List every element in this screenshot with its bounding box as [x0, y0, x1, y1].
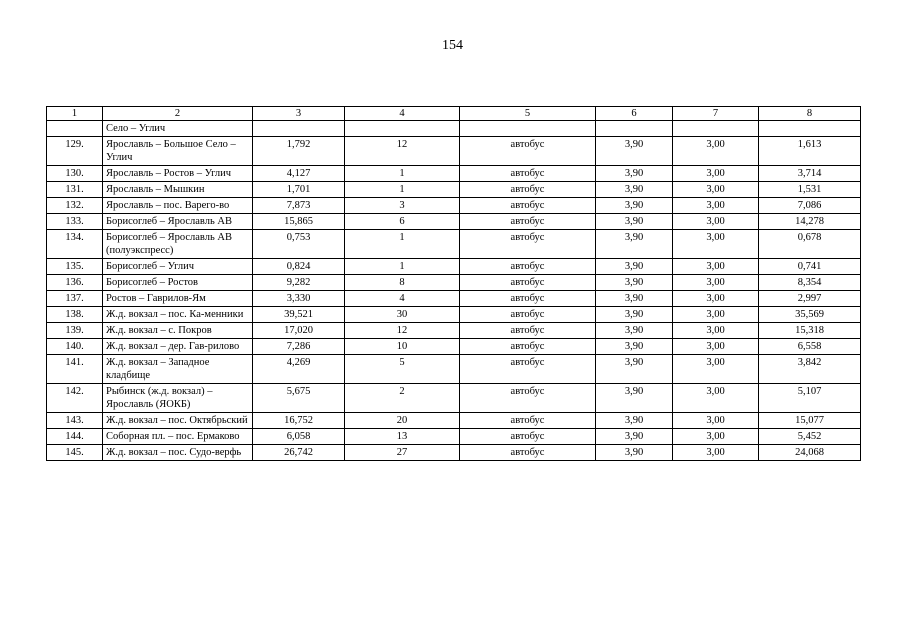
value-cell-8 — [759, 121, 861, 137]
row-number-cell: 129. — [47, 137, 103, 166]
value-cell-6: 3,90 — [596, 413, 673, 429]
transport-type-cell: автобус — [460, 413, 596, 429]
table-row — [47, 137, 861, 166]
value-cell-7: 3,00 — [673, 214, 759, 230]
value-cell-6: 3,90 — [596, 198, 673, 214]
value-cell-7: 3,00 — [673, 166, 759, 182]
value-cell-4: 30 — [345, 307, 460, 323]
routes-table — [46, 106, 861, 461]
value-cell-4: 4 — [345, 291, 460, 307]
value-cell-3: 3,330 — [253, 291, 345, 307]
value-cell-6: 3,90 — [596, 275, 673, 291]
value-cell-8: 15,318 — [759, 323, 861, 339]
page-number: 154 — [442, 38, 463, 53]
value-cell-3: 1,701 — [253, 182, 345, 198]
value-cell-4: 13 — [345, 429, 460, 445]
transport-type-cell: автобус — [460, 137, 596, 166]
value-cell-3: 0,824 — [253, 259, 345, 275]
value-cell-4: 8 — [345, 275, 460, 291]
row-number-cell: 143. — [47, 413, 103, 429]
row-number-cell: 145. — [47, 445, 103, 461]
row-number-cell: 136. — [47, 275, 103, 291]
transport-type-cell: автобус — [460, 384, 596, 413]
route-name-cell: Рыбинск (ж.д. вокзал) – Ярославль (ЯОКБ) — [103, 384, 253, 413]
row-number-cell: 138. — [47, 307, 103, 323]
value-cell-7: 3,00 — [673, 429, 759, 445]
table-row — [47, 121, 861, 137]
value-cell-4: 5 — [345, 355, 460, 384]
route-name-cell: Село – Углич — [103, 121, 253, 137]
value-cell-7: 3,00 — [673, 355, 759, 384]
value-cell-7: 3,00 — [673, 413, 759, 429]
value-cell-3: 4,269 — [253, 355, 345, 384]
table-header-row — [47, 107, 861, 121]
transport-type-cell: автобус — [460, 355, 596, 384]
row-number-cell: 140. — [47, 339, 103, 355]
header-cell: 7 — [673, 107, 759, 121]
transport-type-cell: автобус — [460, 182, 596, 198]
value-cell-6: 3,90 — [596, 445, 673, 461]
header-cell: 3 — [253, 107, 345, 121]
row-number-cell: 139. — [47, 323, 103, 339]
value-cell-3: 4,127 — [253, 166, 345, 182]
header-cell: 1 — [47, 107, 103, 121]
value-cell-3: 1,792 — [253, 137, 345, 166]
value-cell-7: 3,00 — [673, 323, 759, 339]
row-number-cell: 137. — [47, 291, 103, 307]
value-cell-8: 1,531 — [759, 182, 861, 198]
value-cell-7: 3,00 — [673, 198, 759, 214]
route-name-cell: Ж.д. вокзал – пос. Ка-менники — [103, 307, 253, 323]
route-name-cell: Ростов – Гаврилов-Ям — [103, 291, 253, 307]
value-cell-6: 3,90 — [596, 182, 673, 198]
value-cell-7: 3,00 — [673, 275, 759, 291]
value-cell-3: 5,675 — [253, 384, 345, 413]
value-cell-7: 3,00 — [673, 230, 759, 259]
value-cell-4: 3 — [345, 198, 460, 214]
value-cell-3: 7,286 — [253, 339, 345, 355]
transport-type-cell: автобус — [460, 230, 596, 259]
value-cell-4: 27 — [345, 445, 460, 461]
table-row — [47, 307, 861, 323]
value-cell-8: 2,997 — [759, 291, 861, 307]
value-cell-6: 3,90 — [596, 166, 673, 182]
value-cell-6: 3,90 — [596, 339, 673, 355]
route-name-cell: Борисоглеб – Ярославль АВ — [103, 214, 253, 230]
value-cell-8: 15,077 — [759, 413, 861, 429]
value-cell-6: 3,90 — [596, 307, 673, 323]
transport-type-cell — [460, 121, 596, 137]
value-cell-3: 26,742 — [253, 445, 345, 461]
route-name-cell: Ярославль – Ростов – Углич — [103, 166, 253, 182]
value-cell-8: 0,678 — [759, 230, 861, 259]
transport-type-cell: автобус — [460, 429, 596, 445]
value-cell-4: 2 — [345, 384, 460, 413]
row-number-cell: 133. — [47, 214, 103, 230]
value-cell-4: 12 — [345, 137, 460, 166]
value-cell-8: 24,068 — [759, 445, 861, 461]
row-number-cell: 131. — [47, 182, 103, 198]
table-row — [47, 355, 861, 384]
route-name-cell: Соборная пл. – пос. Ермаково — [103, 429, 253, 445]
route-name-cell: Борисоглеб – Углич — [103, 259, 253, 275]
table-row — [47, 275, 861, 291]
value-cell-8: 6,558 — [759, 339, 861, 355]
value-cell-3: 17,020 — [253, 323, 345, 339]
value-cell-8: 3,714 — [759, 166, 861, 182]
transport-type-cell: автобус — [460, 323, 596, 339]
table-row — [47, 259, 861, 275]
value-cell-4: 1 — [345, 182, 460, 198]
value-cell-4: 10 — [345, 339, 460, 355]
header-cell: 5 — [460, 107, 596, 121]
value-cell-3: 16,752 — [253, 413, 345, 429]
table-row — [47, 214, 861, 230]
transport-type-cell: автобус — [460, 166, 596, 182]
value-cell-4: 12 — [345, 323, 460, 339]
value-cell-8: 0,741 — [759, 259, 861, 275]
route-name-cell: Ж.д. вокзал – пос. Октябрьский — [103, 413, 253, 429]
route-name-cell: Ж.д. вокзал – пос. Судо-верфь — [103, 445, 253, 461]
header-cell: 4 — [345, 107, 460, 121]
table-row — [47, 445, 861, 461]
table-row — [47, 166, 861, 182]
table-row — [47, 182, 861, 198]
value-cell-6: 3,90 — [596, 291, 673, 307]
value-cell-8: 8,354 — [759, 275, 861, 291]
value-cell-7: 3,00 — [673, 259, 759, 275]
value-cell-4: 6 — [345, 214, 460, 230]
value-cell-3: 0,753 — [253, 230, 345, 259]
value-cell-4: 1 — [345, 259, 460, 275]
transport-type-cell: автобус — [460, 275, 596, 291]
value-cell-6: 3,90 — [596, 259, 673, 275]
row-number-cell — [47, 121, 103, 137]
value-cell-6: 3,90 — [596, 429, 673, 445]
route-name-cell: Ж.д. вокзал – Западное кладбище — [103, 355, 253, 384]
table-row — [47, 198, 861, 214]
route-name-cell: Ярославль – Мышкин — [103, 182, 253, 198]
transport-type-cell: автобус — [460, 198, 596, 214]
route-name-cell: Ярославль – Большое Село – Углич — [103, 137, 253, 166]
value-cell-7: 3,00 — [673, 291, 759, 307]
header-cell: 2 — [103, 107, 253, 121]
row-number-cell: 142. — [47, 384, 103, 413]
header-cell: 6 — [596, 107, 673, 121]
value-cell-4 — [345, 121, 460, 137]
value-cell-6: 3,90 — [596, 323, 673, 339]
value-cell-6: 3,90 — [596, 137, 673, 166]
route-name-cell: Ж.д. вокзал – с. Покров — [103, 323, 253, 339]
value-cell-3: 39,521 — [253, 307, 345, 323]
route-name-cell: Борисоглеб – Ярославль АВ (полуэкспресс) — [103, 230, 253, 259]
table-row — [47, 230, 861, 259]
table-row — [47, 339, 861, 355]
value-cell-3: 7,873 — [253, 198, 345, 214]
table-body — [47, 107, 861, 461]
value-cell-3: 15,865 — [253, 214, 345, 230]
value-cell-7: 3,00 — [673, 384, 759, 413]
transport-type-cell: автобус — [460, 291, 596, 307]
value-cell-6: 3,90 — [596, 214, 673, 230]
table-row — [47, 291, 861, 307]
value-cell-7 — [673, 121, 759, 137]
table-row — [47, 413, 861, 429]
table-row — [47, 384, 861, 413]
table-row — [47, 323, 861, 339]
value-cell-6: 3,90 — [596, 355, 673, 384]
value-cell-3: 6,058 — [253, 429, 345, 445]
value-cell-6: 3,90 — [596, 230, 673, 259]
value-cell-7: 3,00 — [673, 137, 759, 166]
row-number-cell: 132. — [47, 198, 103, 214]
value-cell-4: 1 — [345, 166, 460, 182]
value-cell-8: 35,569 — [759, 307, 861, 323]
route-name-cell: Борисоглеб – Ростов — [103, 275, 253, 291]
value-cell-6 — [596, 121, 673, 137]
row-number-cell: 130. — [47, 166, 103, 182]
value-cell-8: 1,613 — [759, 137, 861, 166]
value-cell-3: 9,282 — [253, 275, 345, 291]
value-cell-6: 3,90 — [596, 384, 673, 413]
transport-type-cell: автобус — [460, 214, 596, 230]
transport-type-cell: автобус — [460, 445, 596, 461]
value-cell-8: 7,086 — [759, 198, 861, 214]
value-cell-7: 3,00 — [673, 182, 759, 198]
value-cell-3 — [253, 121, 345, 137]
value-cell-7: 3,00 — [673, 445, 759, 461]
value-cell-7: 3,00 — [673, 307, 759, 323]
route-name-cell: Ж.д. вокзал – дер. Гав-рилово — [103, 339, 253, 355]
value-cell-7: 3,00 — [673, 339, 759, 355]
transport-type-cell: автобус — [460, 307, 596, 323]
value-cell-8: 5,452 — [759, 429, 861, 445]
transport-type-cell: автобус — [460, 259, 596, 275]
transport-type-cell: автобус — [460, 339, 596, 355]
row-number-cell: 141. — [47, 355, 103, 384]
row-number-cell: 135. — [47, 259, 103, 275]
route-name-cell: Ярославль – пос. Варего-во — [103, 198, 253, 214]
value-cell-8: 3,842 — [759, 355, 861, 384]
table-row — [47, 429, 861, 445]
row-number-cell: 134. — [47, 230, 103, 259]
row-number-cell: 144. — [47, 429, 103, 445]
value-cell-4: 20 — [345, 413, 460, 429]
header-cell: 8 — [759, 107, 861, 121]
value-cell-4: 1 — [345, 230, 460, 259]
value-cell-8: 5,107 — [759, 384, 861, 413]
value-cell-8: 14,278 — [759, 214, 861, 230]
